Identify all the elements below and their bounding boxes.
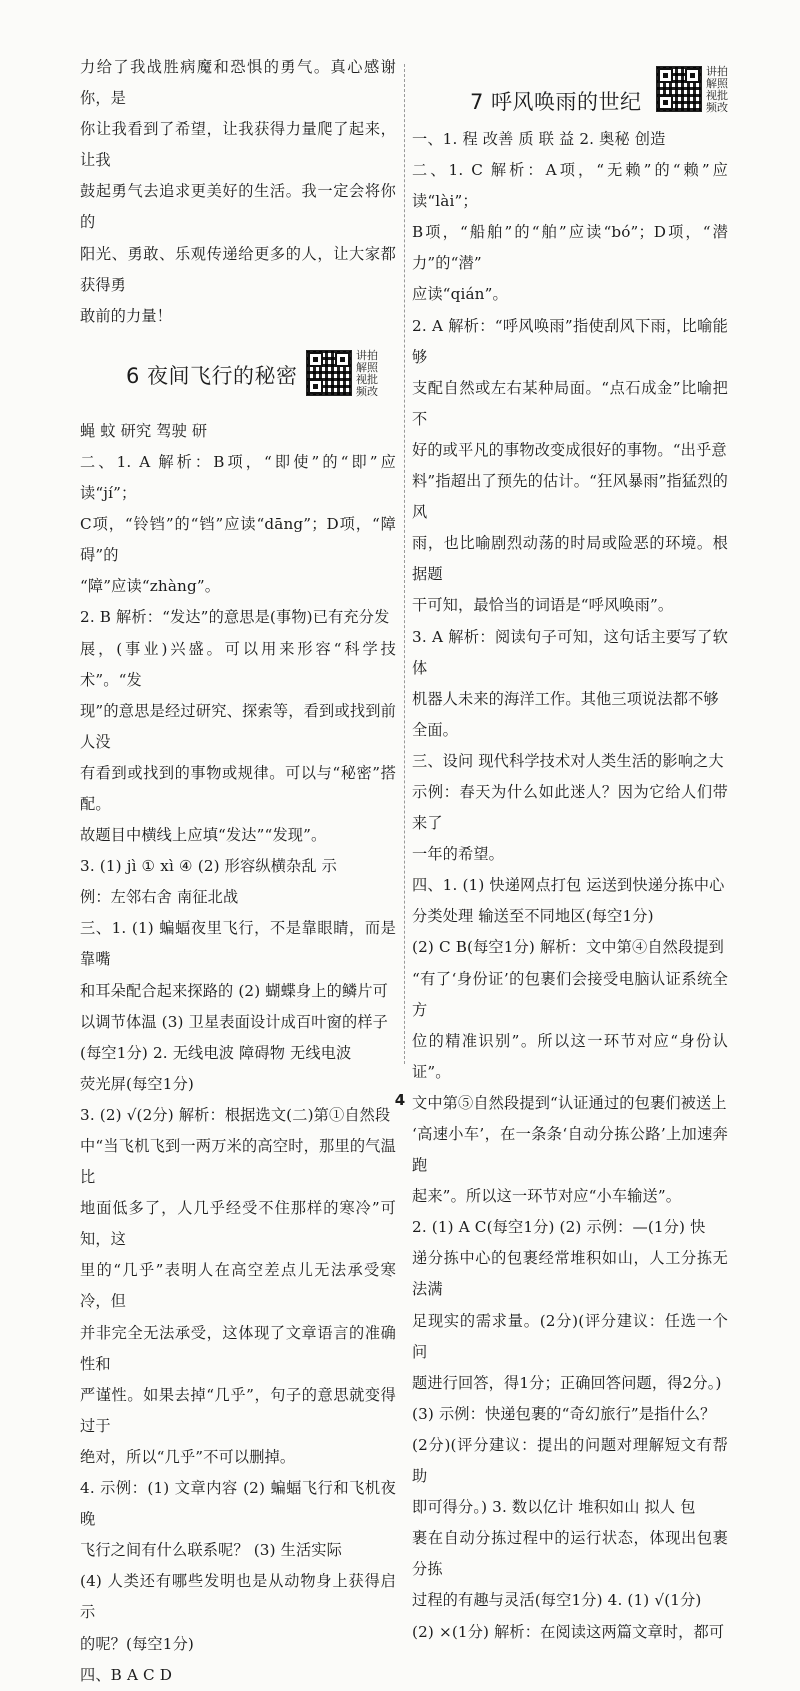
text-line: 中“当飞机飞到一两万米的高空时，那里的气温比 (80, 1137, 396, 1187)
text-line: 递分拣中心的包裹经常堆积如山，人工分拣无法满 (412, 1249, 728, 1299)
text-line: 以调节体温 (3) 卫星表面设计成百叶窗的样子 (80, 1012, 388, 1031)
text-line: (4) 人类还有哪些发明也是从动物身上获得启示 (80, 1572, 396, 1622)
text-line: 2. B 解析：“发达”的意思是(事物)已有充分发 (80, 608, 390, 627)
text-line: 足现实的需求量。(2分)(评分建议：任选一个问 (412, 1311, 728, 1361)
text-line: 你让我看到了希望，让我获得力量爬了起来，让我 (80, 120, 396, 170)
text-line: 文中第⑤自然段提到“认证通过的包裹们被送上 (412, 1093, 727, 1112)
left-answer-text (80, 416, 396, 1691)
text-line: 3. (2) √(2分) 解析：根据选文(二)第①自然段 (80, 1105, 391, 1124)
text-line: 绝对，所以“几乎”不可以删掉。 (80, 1447, 296, 1466)
column-divider (404, 64, 405, 1064)
text-line: 故题目中横线上应填“发达”“发现”。 (80, 826, 327, 845)
text-line: B项，“船舶”的“舶”应读“bó”；D项，“潜力”的“潜” (412, 223, 728, 273)
text-line: 示例：春天为什么如此迷人？因为它给人们带来了 (412, 782, 728, 833)
text-line: 现”的意思是经过研究、探索等，看到或找到前人没 (80, 701, 396, 751)
text-line: 鼓起勇气去追求更美好的生活。我一定会将你的 (80, 182, 396, 232)
text-line: “有了‘身份证’的包裹们会接受电脑认证系统全方 (412, 969, 728, 1019)
text-line: 的呢？(每空1分) (80, 1634, 194, 1653)
text-line: 飞行之间有什么联系呢？ (3) 生活实际 (80, 1541, 342, 1560)
text-line: 里的“几乎”表明人在高空差点儿无法承受寒冷，但 (80, 1261, 396, 1311)
left-column (80, 52, 396, 1691)
text-line: 裹在自动分拣过程中的运行状态，体现出包裹分拣 (412, 1529, 728, 1579)
section-7-title: 7 呼风唤雨的世纪 (470, 90, 642, 114)
text-line: 四、1. (1) 快递网点打包 运送到快递分拣中心 (412, 876, 725, 895)
text-line: C项，“铃铛”的“铛”应读“dāng”；D项，“障碍”的 (80, 515, 396, 565)
text-line: 4. 示例：(1) 文章内容 (2) 蝙蝠飞行和飞机夜晚 (80, 1479, 396, 1529)
text-line: 并非完全无法承受，这体现了文章语言的准确性和 (80, 1323, 396, 1373)
text-line: 力给了我战胜病魔和恐惧的勇气。真心感谢你，是 (80, 58, 396, 108)
text-line: 一年的希望。 (412, 845, 505, 864)
section-6-header (80, 332, 396, 416)
text-line: 敢前的力量！ (80, 306, 173, 325)
text-line: 三、设问 现代科学技术对人类生活的影响之大 (412, 751, 724, 770)
qr-code-icon[interactable] (656, 66, 702, 112)
text-line: 展，(事业)兴盛。可以用来形容“科学技术”。“发 (80, 639, 396, 689)
text-line: 例：左邻右舍 南征北战 (80, 888, 239, 907)
text-line: 荧光屏(每空1分) (80, 1074, 194, 1093)
text-line: 位的精准识别”。所以这一环节对应“身份认证”。 (412, 1031, 728, 1081)
right-column (412, 52, 728, 1648)
text-line: 三、1. (1) 蝙蝠夜里飞行，不是靠眼睛，而是靠嘴 (80, 919, 396, 969)
text-line: 即可得分。) 3. 数以亿计 堆积如山 拟人 包 (412, 1498, 696, 1517)
text-line: 题进行回答，得1分；正确回答问题，得2分。) (412, 1373, 722, 1392)
text-line: 有看到或找到的事物或规律。可以与“秘密”搭配。 (80, 763, 396, 813)
right-answer-text (412, 124, 728, 1648)
page-number: 4 (394, 1091, 406, 1109)
qr-label: 讲拍解照视批频改 (356, 348, 378, 398)
text-line: 四、B A C D (80, 1665, 173, 1684)
text-line: 起来”。所以这一环节对应“小车输送”。 (412, 1187, 682, 1206)
text-line: 料”指超出了预先的估计。“狂风暴雨”指猛烈的风 (412, 472, 728, 522)
text-line: (2) C B(每空1分) 解析：文中第④自然段提到 (412, 938, 725, 957)
text-line: 2. A 解析：“呼风唤雨”指使刮风下雨，比喻能够 (412, 316, 728, 366)
text-line: (3) 示例：快递包裹的“奇幻旅行”是指什么？ (412, 1404, 716, 1423)
text-line: 和耳朵配合起来探路的 (2) 蝴蝶身上的鳞片可 (80, 981, 388, 1000)
text-line: 支配自然或左右某种局面。“点石成金”比喻把不 (412, 378, 728, 428)
left-intro-text (80, 52, 396, 332)
text-line: 机器人未来的海洋工作。其他三项说法都不够 (412, 689, 719, 708)
text-line: 雨，也比喻剧烈动荡的时局或险恶的环境。根据题 (412, 534, 728, 584)
text-line: (2分)(评分建议：提出的问题对理解短文有帮助 (412, 1435, 728, 1486)
text-line: 分类处理 输送至不同地区(每空1分) (412, 907, 654, 926)
text-line: 二、1. C 解析：A项，“无赖”的“赖”应读“lài”； (412, 161, 728, 211)
qr-label: 讲拍解照视批频改 (706, 65, 728, 114)
text-line: 全面。 (412, 720, 459, 739)
text-line: “障”应读“zhàng”。 (80, 577, 221, 596)
text-line: 地面低多了，人几乎经受不住那样的寒冷”可知，这 (80, 1199, 396, 1249)
text-line: 二、1. A 解析：B项，“即使”的“即”应读“jí”； (80, 452, 396, 503)
qr-code-icon[interactable] (306, 350, 352, 396)
text-line: ‘高速小车’，在一条条‘自动分拣公路’上加速奔跑 (412, 1125, 728, 1175)
text-line: 3. A 解析：阅读句子可知，这句话主要写了软体 (412, 627, 728, 677)
text-line: (每空1分) 2. 无线电波 障碍物 无线电波 (80, 1043, 352, 1062)
text-line: 好的或平凡的事物改变成很好的事物。“出乎意 (412, 440, 727, 459)
text-line: 2. (1) A C(每空1分) (2) 示例：—(1分) 快 (412, 1218, 706, 1237)
text-line: 蝇 蚊 研究 驾驶 研 (80, 421, 208, 440)
text-line: 阳光、勇敢、乐观传递给更多的人，让大家都获得勇 (80, 244, 396, 294)
text-line: 严谨性。如果去掉“几乎”，句子的意思就变得过于 (80, 1385, 396, 1435)
section-7-header (412, 52, 728, 124)
text-line: 过程的有趣与灵活(每空1分) 4. (1) √(1分) (412, 1591, 702, 1610)
text-line: 干可知，最恰当的词语是“呼风唤雨”。 (412, 596, 674, 615)
text-line: 应读“qián”。 (412, 285, 508, 304)
text-line: 一、1. 程 改善 质 联 益 2. 奥秘 创造 (412, 130, 666, 148)
text-line: 3. (1) jì ① xì ④ (2) 形容纵横杂乱 示 (80, 857, 338, 876)
text-line: (2) ×(1分) 解析：在阅读这两篇文章时，都可 (412, 1622, 725, 1641)
section-6-title: 6 夜间飞行的秘密 (126, 363, 298, 388)
